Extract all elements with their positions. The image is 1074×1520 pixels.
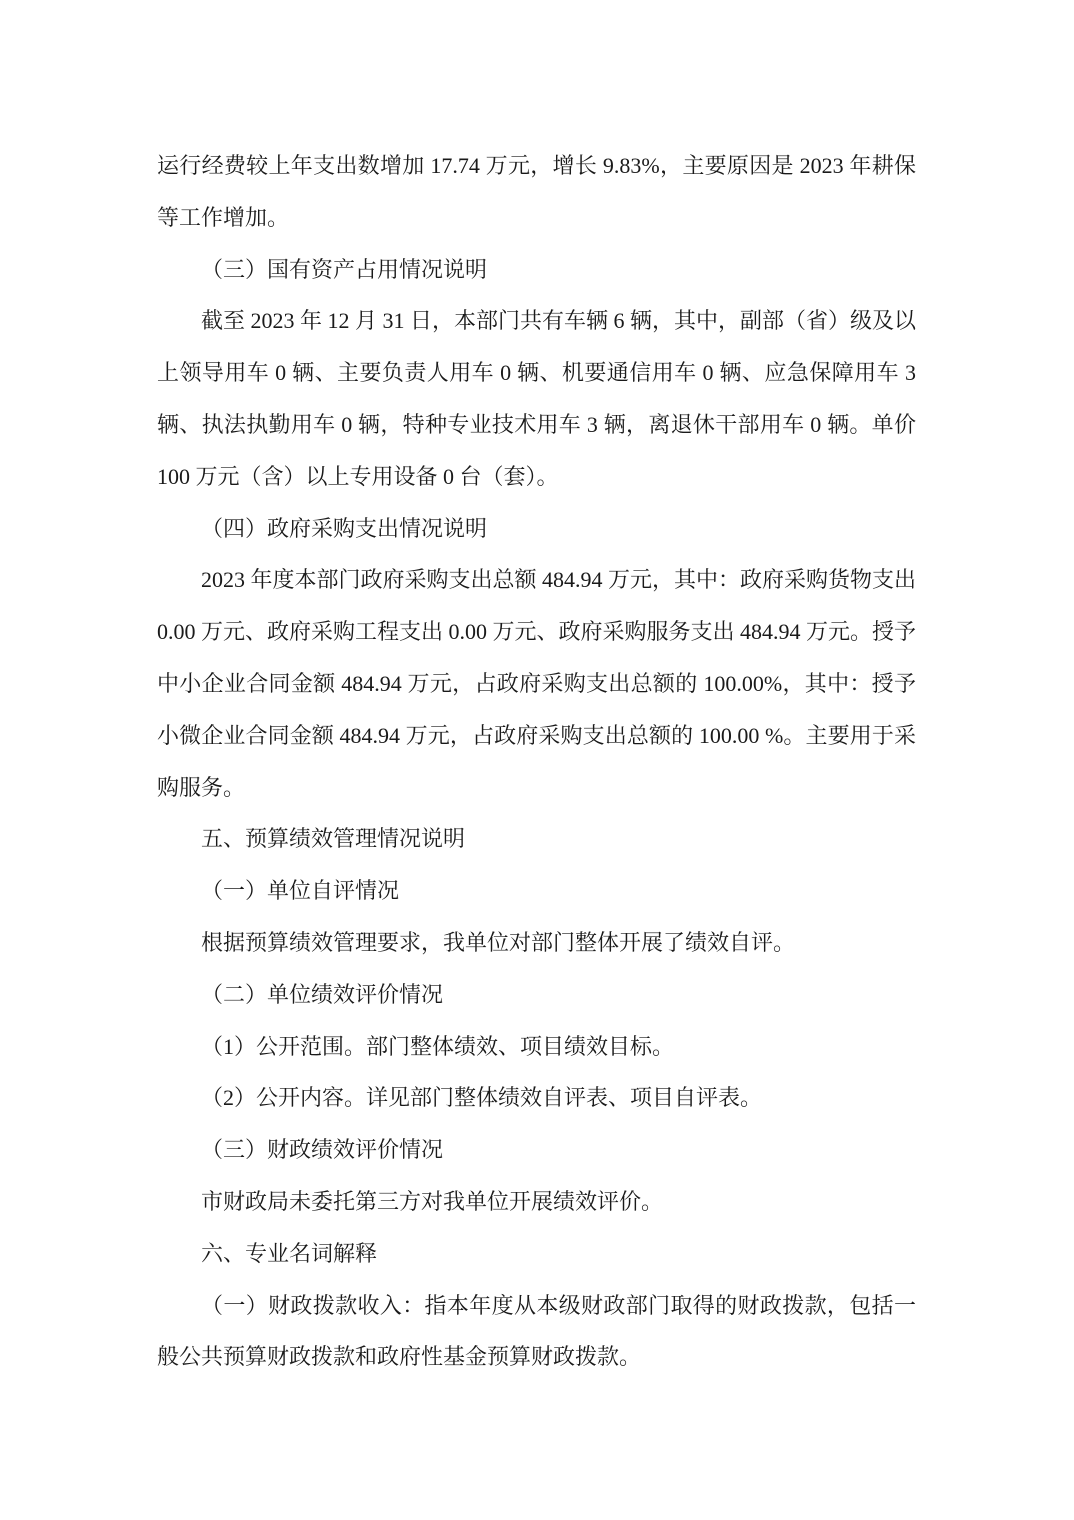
paragraph-disclosure-content: （2）公开内容。详见部门整体绩效自评表、项目自评表。 (201, 1085, 763, 1111)
paragraph-operating-expenses-continuation: 运行经费较上年支出数增加 17.74 万元，增长 9.83%，主要原因是 2023 年耕保等工作增加。 (157, 153, 916, 230)
paragraph-fiscal-performance-evaluation: 市财政局未委托第三方对我单位开展绩效评价。 (201, 1188, 664, 1214)
heading-state-assets-usage: （三）国有资产占用情况说明 (201, 256, 488, 282)
heading-gov-procurement: （四）政府采购支出情况说明 (201, 515, 488, 541)
heading-budget-performance-management: 五、预算绩效管理情况说明 (201, 826, 466, 852)
heading-unit-self-evaluation: （一）单位自评情况 (201, 878, 400, 904)
document-body (157, 140, 916, 1383)
paragraph-unit-self-evaluation: 根据预算绩效管理要求，我单位对部门整体开展了绩效自评。 (201, 929, 796, 955)
paragraph-fiscal-appropriation-definition: （一）财政拨款收入：指本年度从本级财政部门取得的财政拨款，包括一般公共预算财政拨款和政府性基金预算财政拨款。 (157, 1292, 916, 1370)
paragraph-disclosure-scope: （1）公开范围。部门整体绩效、项目绩效目标。 (201, 1033, 675, 1059)
heading-fiscal-performance-evaluation: （三）财政绩效评价情况 (201, 1137, 444, 1163)
heading-unit-performance-evaluation: （二）单位绩效评价情况 (201, 981, 444, 1007)
heading-terminology: 六、专业名词解释 (201, 1240, 378, 1266)
paragraph-state-assets-usage: 截至 2023 年 12 月 31 日，本部门共有车辆 6 辆，其中，副部（省）级及以上领导用车 0 辆、主要负责人用车 0 辆、机要通信用车 0 辆、应急保障用车 3 辆、执法执勤用车 0 辆，特种专业技术用车 3 辆，离退休干部用车 0 辆。单价 100 万元（含）以上专用设备 0 台（套）。 (157, 308, 917, 489)
paragraph-gov-procurement: 2023 年度本部门政府采购支出总额 484.94 万元，其中：政府采购货物支出 0.00 万元、政府采购工程支出 0.00 万元、政府采购服务支出 484.94 万元。授予中小企业合同金额 484.94 万元，占政府采购支出总额的 100.00%，其中：授予小微企业合同金额 484.94 万元，占政府采购支出总额的 100.00 %。主要用于采购服务。 (157, 567, 917, 800)
